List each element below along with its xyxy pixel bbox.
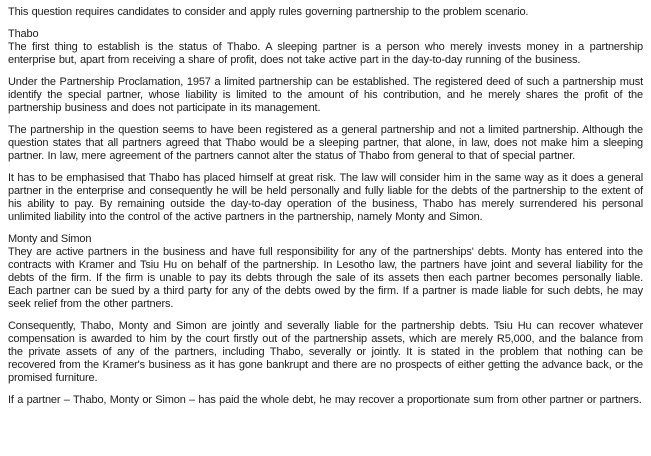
section-heading-thabo: Thabo	[8, 28, 39, 40]
section-heading-monty-and-simon: Monty and Simon	[8, 233, 92, 245]
paragraph: The partnership in the question seems to have been registered as a general partnership and not a limited partnership. Although the question states that all partners agreed that Thabo would be a sleeping partner, that alone, in law, does not make him a sleeping partner. In law, mere agreement of the partners cannot alter the status of Thabo from general to that of special partner.	[8, 124, 643, 162]
section-monty-and-simon	[8, 233, 643, 407]
paragraph: It has to be emphasised that Thabo has placed himself at great risk. The law will consider him in the same way as it does a general partner in the enterprise and consequently he will be held personally and fully liable for the debts of the partnership to the extent of his ability to pay. By remaining outside the day-to-day operation of the business, Thabo has merely surrendered his personal unlimited liability into the control of the active partners in the partnership, namely Monty and Simon.	[8, 172, 643, 223]
section-thabo	[8, 28, 643, 224]
paragraph: Consequently, Thabo, Monty and Simon are jointly and severally liable for the partnership debts. Tsiu Hu can recover whatever compensation is awarded to him by the court firstly out of the partnership assets, which are merely R5,000, and the balance from the private assets of any of the partners, including Thabo, severally or jointly. It is stated in the problem that nothing can be recovered from the Kramer's business as it has gone bankrupt and there are no prospects of either getting the advance back, or the promised furniture.	[8, 320, 643, 384]
paragraph: They are active partners in the business and have full responsibility for any of the partnerships' debts. Monty has entered into the contracts with Kramer and Tsiu Hu on behalf of the partnership. In Lesotho law, the partners have joint and several liability for the debts of the firm. If the firm is unable to pay its debts through the sale of its assets then each partner becomes personally liable. Each partner can be sued by a third party for any of the debts owed by the firm. If a partner is made liable for such debts, he may seek relief from the other partners.	[8, 246, 643, 310]
paragraph: If a partner – Thabo, Monty or Simon – has paid the whole debt, he may recover a proportionate sum from other partner or partners.	[8, 394, 642, 406]
intro-paragraph: This question requires candidates to consider and apply rules governing partnership to the problem scenario.	[8, 6, 529, 18]
paragraph: Under the Partnership Proclamation, 1957 a limited partnership can be established. The registered deed of such a partnership must identify the special partner, whose liability is limited to the amount of his contribution, and he merely shares the profit of the partnership business and does not participate in its management.	[8, 76, 643, 114]
paragraph: The first thing to establish is the status of Thabo. A sleeping partner is a person who merely invests money in a partnership enterprise but, apart from receiving a share of profit, does not take active part in the day-to-day running of the business.	[8, 41, 643, 66]
